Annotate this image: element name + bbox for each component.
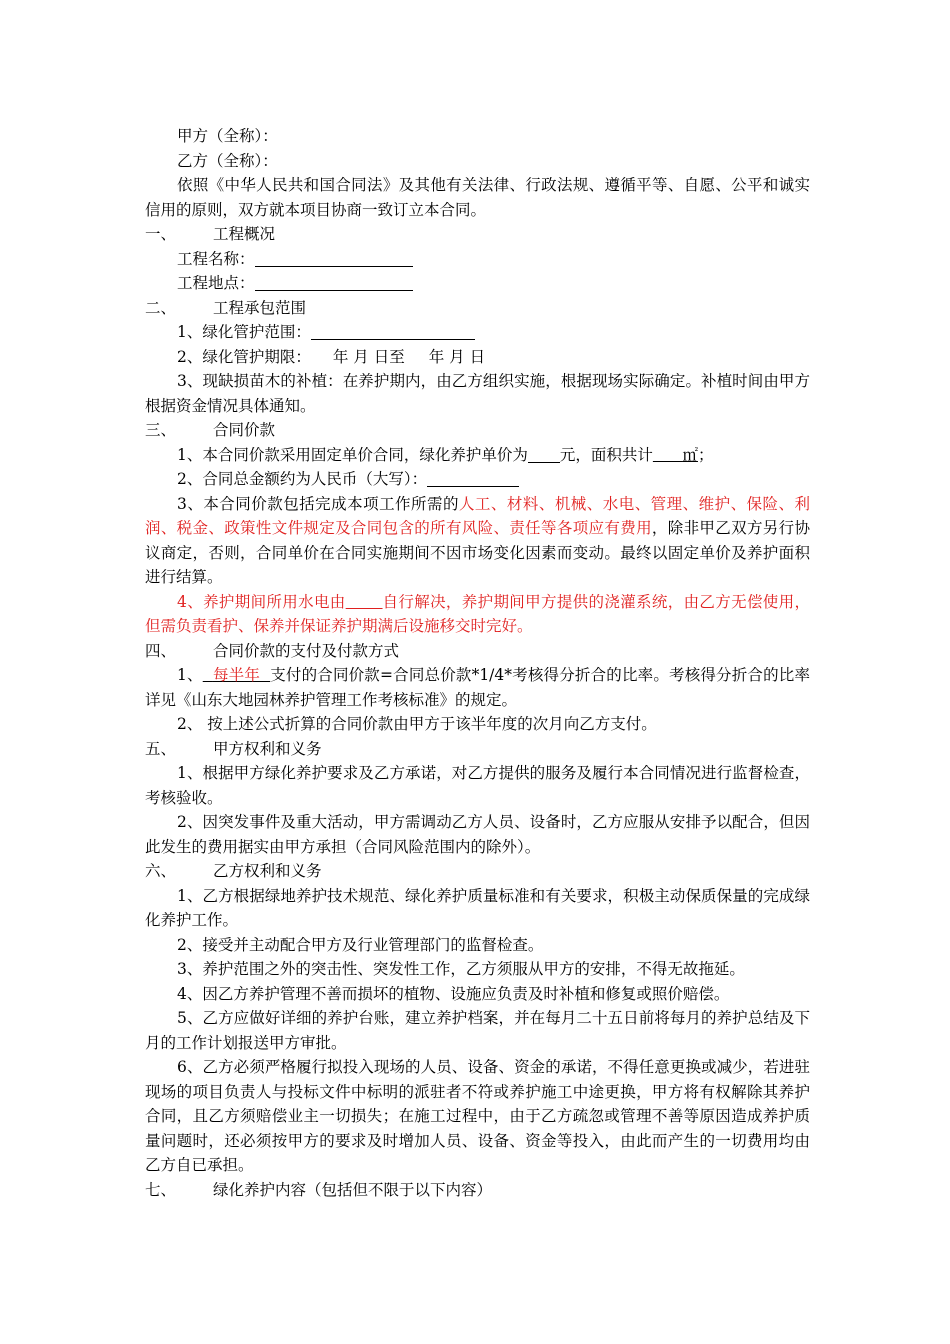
party-a-line: 甲方（全称）： [177, 127, 278, 145]
period-line [145, 345, 810, 370]
party-b-duty-3: 3、养护范围之外的突击性、突发性工作，乙方须服从甲方的安排，不得无故拖延。 [177, 960, 745, 978]
area-blank [653, 446, 698, 464]
line-end: ； [697, 445, 714, 464]
section-number: 七、 [145, 1180, 177, 1199]
payment-period: 每半年 [212, 666, 260, 684]
payment-period-blank [203, 666, 270, 684]
utilities-paragraph [145, 590, 810, 639]
replant-paragraph: 3、现缺损苗木的补植：在养护期内，由乙方组织实施，根据现场实际确定。补植时间由甲方根据资金情况具体通知。 [145, 372, 810, 415]
party-a-duty-2: 2、因突发事件及重大活动，甲方需调动乙方人员、设备时，乙方应服从安排予以配合，但因此发生的费用据实由甲方承担（合同风险范围内的除外）。 [145, 813, 810, 856]
party-b-duty-1: 1、乙方根据绿地养护技术规范、绿化养护质量标准和有关要求，积极主动保质保量的完成绿化养护工作。 [145, 886, 810, 929]
section-title: 工程概况 [213, 225, 276, 243]
price-includes-rest: ，除非甲乙双方另行协议商定，否则，合同单价在合同实施期间不因市场变化因素而变动。最终以固定单价及养护面积进行结算。 [145, 519, 810, 586]
contract-body [145, 124, 810, 1202]
party-b-duty-5: 5、乙方应做好详细的养护台账，建立养护档案，并在每月二十五日前将每月的养护总结及下月的工作计划报送甲方审批。 [145, 1009, 810, 1052]
section-1-heading [145, 222, 810, 247]
area-unit: ㎡ [682, 445, 698, 464]
party-b-duty-4: 4、因乙方养护管理不善而损坏的植物、设施应负责及时补植和修复或照价赔偿。 [177, 984, 730, 1003]
section-7-heading [145, 1178, 810, 1203]
section-5-heading [145, 737, 810, 762]
payment-number: 1、 [177, 666, 203, 684]
total-amount-blank [427, 469, 519, 487]
utilities-rest: 自行解决，养护期间甲方提供的浇灌系统，由乙方无偿使用，但需负责看护、保养并保证养护期满后设施移交时完好。 [145, 592, 810, 635]
section-title: 合同价款 [213, 421, 276, 439]
section-number: 三、 [145, 421, 177, 439]
section-number: 二、 [145, 298, 177, 317]
project-name-line [145, 247, 810, 272]
utilities-intro: 养护期间所用水电由 [203, 592, 346, 611]
unit-price-text: 1、本合同价款采用固定单价合同，绿化养护单价为 [177, 445, 528, 464]
area-text: 元，面积共计 [559, 445, 653, 464]
section-3-heading [145, 418, 810, 443]
project-site-line [145, 271, 810, 296]
section-number: 六、 [145, 862, 177, 880]
section-number: 四、 [145, 641, 177, 660]
unit-price-blank [528, 445, 560, 463]
project-site-label: 工程地点： [177, 274, 255, 292]
section-2-heading [145, 296, 810, 321]
section-4-heading [145, 639, 810, 664]
section-number: 一、 [145, 225, 177, 243]
payment-schedule-paragraph: 2、 按上述公式折算的合同价款由甲方于该半年度的次月向乙方支付。 [177, 715, 657, 733]
period-end: 年 月 日 [428, 347, 486, 366]
total-amount-label: 2、合同总金额约为人民币（大写）： [177, 470, 428, 488]
scope-line [145, 320, 810, 345]
section-title: 绿化养护内容（包括但不限于以下内容） [213, 1180, 493, 1199]
section-title: 乙方权利和义务 [213, 862, 322, 880]
utilities-blank [346, 593, 383, 611]
party-b-line: 乙方（全称）： [177, 151, 278, 170]
section-6-heading [145, 859, 810, 884]
section-title: 合同价款的支付及付款方式 [213, 641, 400, 660]
party-b-duty-6: 6、乙方必须严格履行拟投入现场的人员、设备、资金的承诺，不得任意更换或减少，若进驻现场的项目负责人与投标文件中标明的派驻者不符或养护施工中途更换，甲方将有权解除其养护合同，且乙方须赔偿业主一切损失；在施工过程中，由于乙方疏忽或管理不善等原因造成养护质量问题时，还必须按甲方的要求及时增加人员、设备、资金等投入，由此而产生的一切费用均由乙方自已承担。 [145, 1058, 810, 1174]
payment-paragraph [145, 663, 810, 712]
scope-label: 1、绿化管护范围： [177, 323, 311, 341]
scope-blank [311, 322, 475, 340]
price-includes-items: 人工、材料、机械、水电、管理、维护、保险、利润、税金、政策性文件规定及合同包含的所有风险、责任等各项应有费用 [145, 494, 810, 537]
total-amount-line [145, 467, 810, 492]
unit-price-line [145, 443, 810, 468]
party-a-duty-1: 1、根据甲方绿化养护要求及乙方承诺，对乙方提供的服务及履行本合同情况进行监督检查，考核验收。 [145, 764, 810, 807]
payment-formula: 支付的合同价款=合同总价款*1/4*考核得分折合的比率。考核得分折合的比率详见《山东大地园林养护管理工作考核标准》的规定。 [145, 666, 810, 709]
utilities-number: 4、 [177, 592, 204, 611]
project-site-blank [255, 273, 413, 291]
project-name-label: 工程名称： [177, 249, 255, 268]
section-title: 甲方权利和义务 [213, 739, 322, 758]
section-title: 工程承包范围 [213, 298, 307, 317]
party-b-duty-2: 2、接受并主动配合甲方及行业管理部门的监督检查。 [177, 935, 544, 954]
period-label: 2、绿化管护期限： [177, 347, 311, 366]
price-includes-intro: 3、本合同价款包括完成本项工作所需的 [177, 494, 459, 513]
period-start: 年 月 日至 [332, 347, 405, 366]
preamble-paragraph: 依照《中华人民共和国合同法》及其他有关法律、行政法规、遵循平等、自愿、公平和诚实信用的原则，双方就本项目协商一致订立本合同。 [145, 176, 810, 219]
price-includes-paragraph [145, 492, 810, 590]
project-name-blank [255, 249, 413, 267]
section-number: 五、 [145, 739, 177, 758]
